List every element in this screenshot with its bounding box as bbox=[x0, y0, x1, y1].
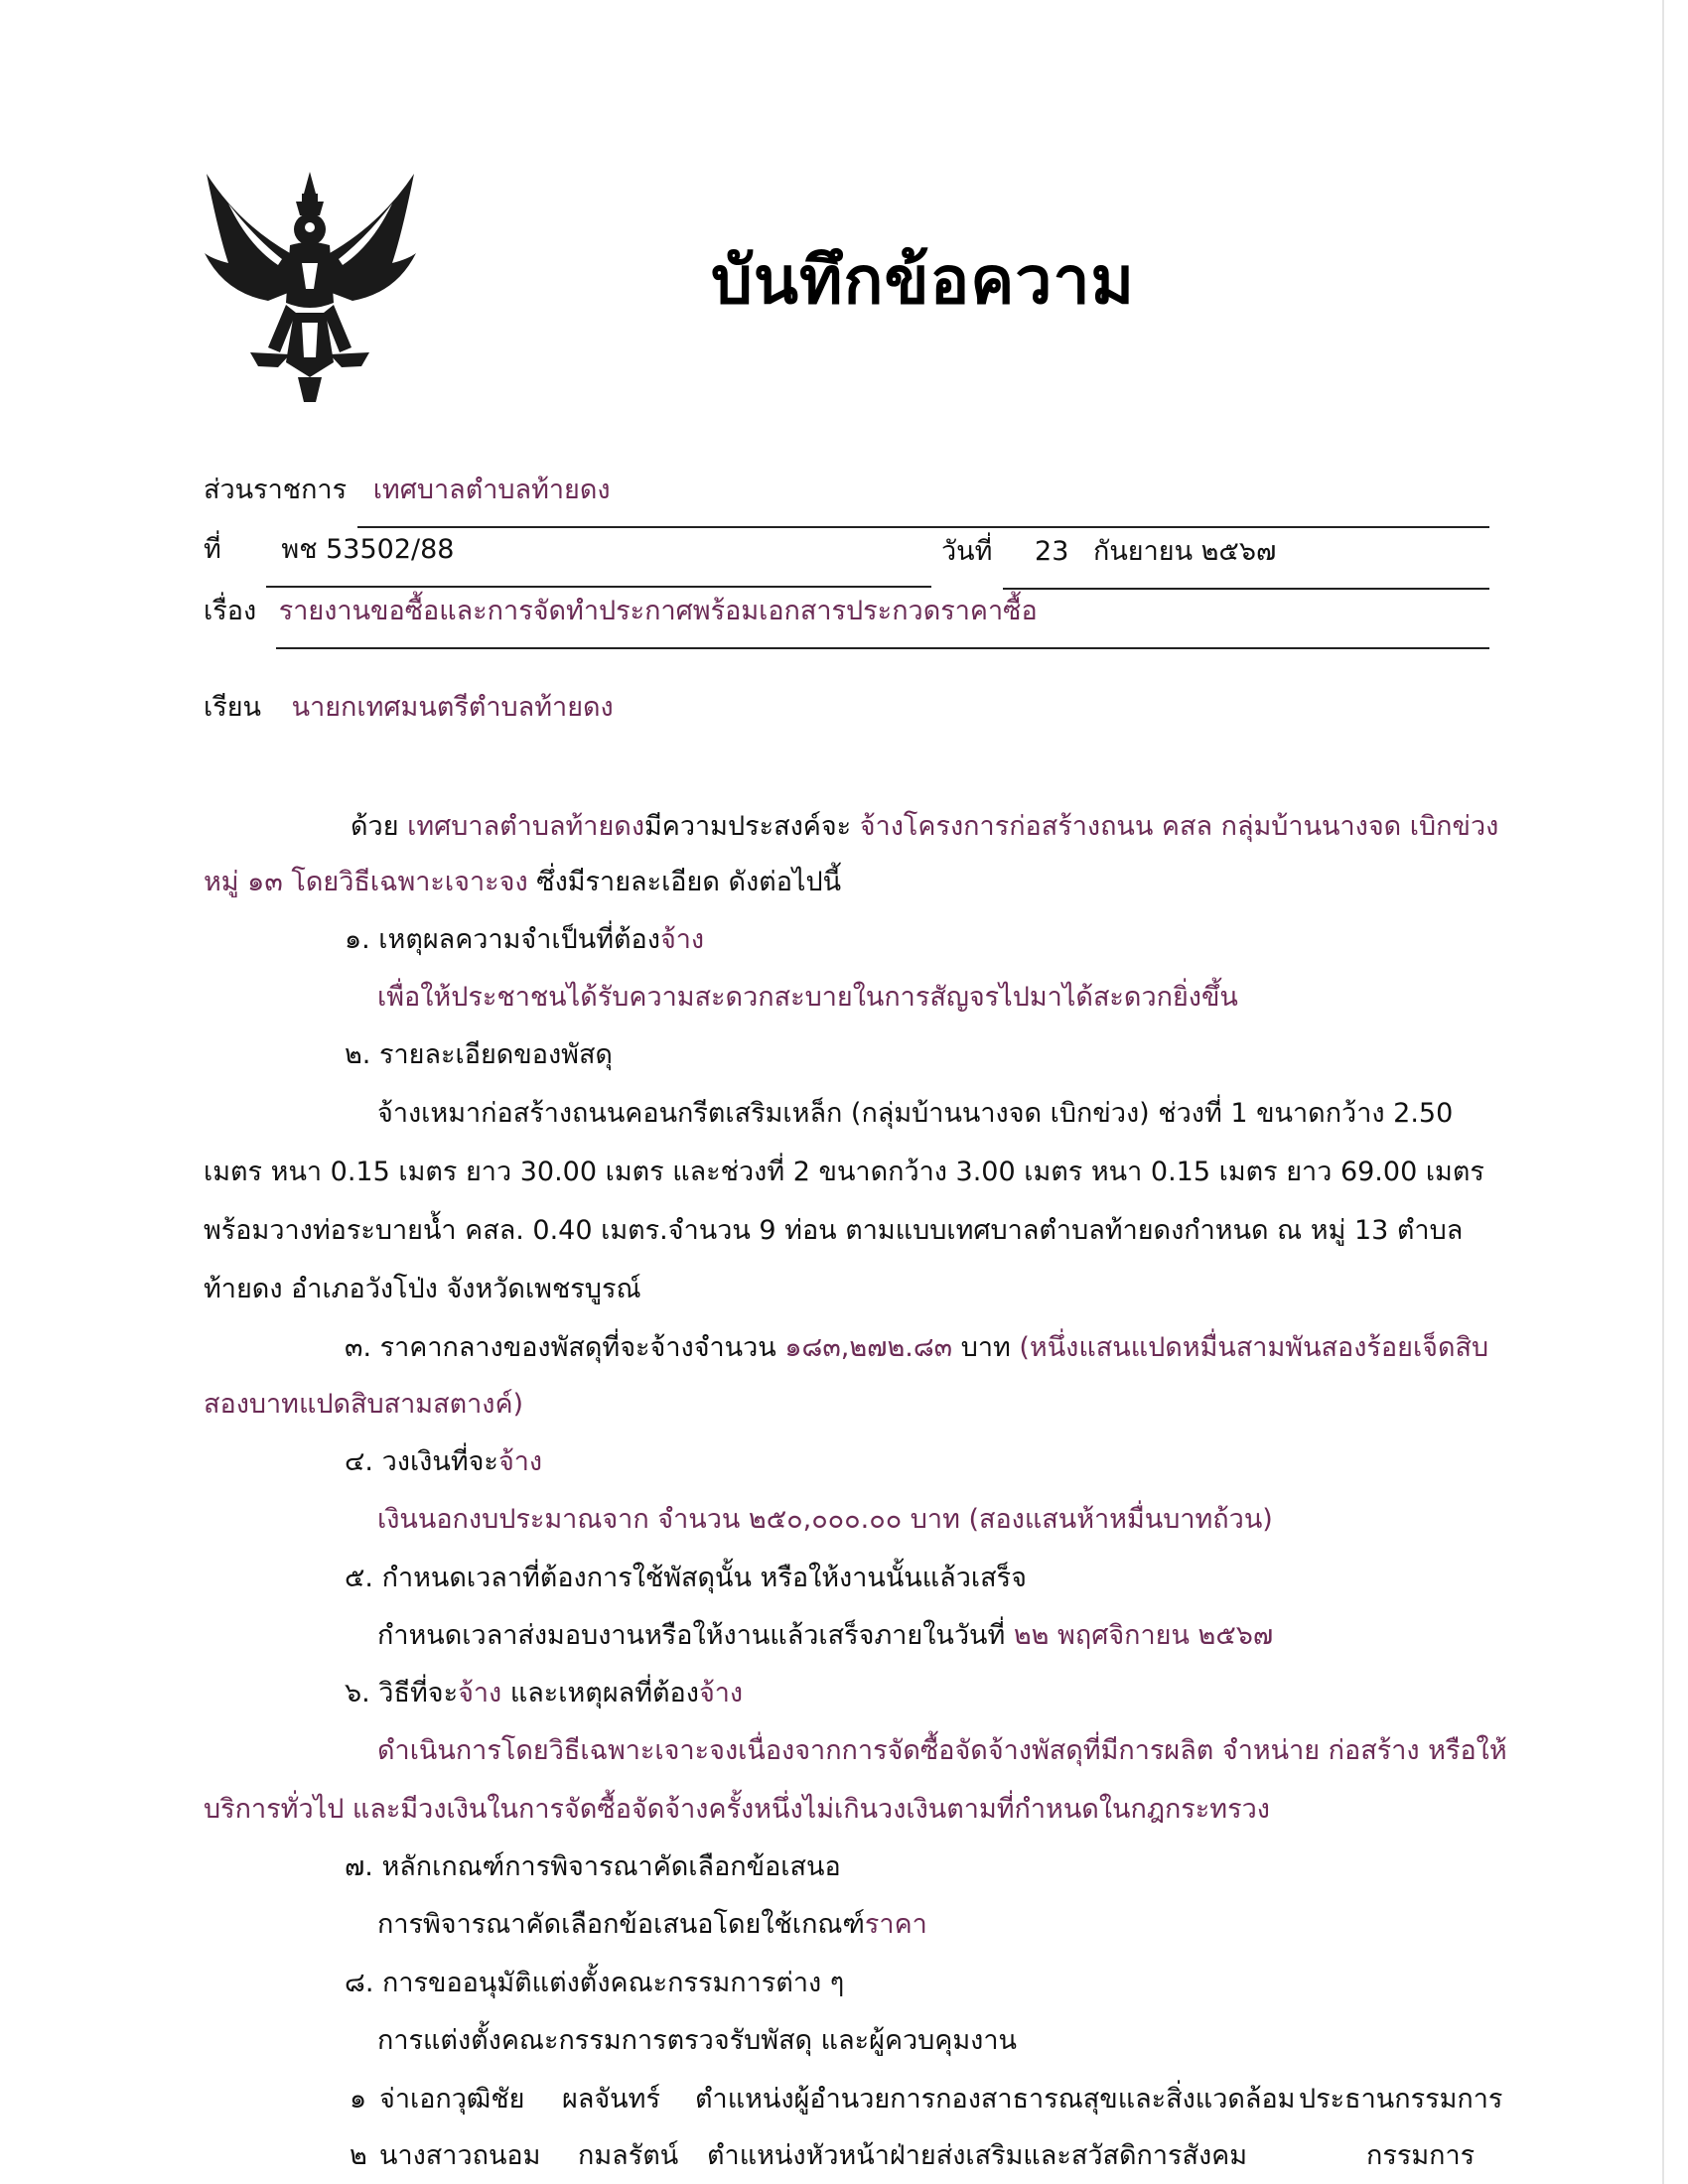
section-2-line-2: เมตร หนา 0.15 เมตร ยาว 30.00 เมตร และช่วงที่ 2 ขนาดกว้าง 3.00 เมตร หนา 0.15 เมตร ยาว 69.00 เมตร bbox=[204, 1157, 1484, 1187]
intro-project: จ้างโครงการก่อสร้างถนน คสล กลุ่มบ้านนางจด เบิกข่วง bbox=[859, 811, 1499, 842]
section-4-heading-emph: จ้าง bbox=[497, 1446, 543, 1477]
date-day: 23 bbox=[1035, 536, 1069, 567]
agency-row bbox=[204, 473, 611, 508]
ref-underline bbox=[266, 586, 931, 588]
intro-agency: เทศบาลตำบลท้ายดง bbox=[407, 811, 644, 842]
section-4-title bbox=[345, 1444, 542, 1480]
section-3-heading: ๓. ราคากลางของพัสดุที่จะจ้างจำนวน bbox=[345, 1332, 785, 1363]
section-6-title bbox=[345, 1676, 743, 1711]
committee-name: จ่าเอกวุฒิชัย bbox=[379, 2084, 525, 2115]
section-6-line-2: บริการทั่วไป และมีวงเงินในการจัดซื้อจัดจ้างครั้งหนึ่งไม่เกินวงเงินตามที่กำหนดในกฎกระทรวง bbox=[204, 1794, 1270, 1825]
section-3-amount: ๑๘๓,๒๗๒.๘๓ bbox=[784, 1332, 953, 1363]
section-4-heading: ๔. วงเงินที่จะ bbox=[345, 1446, 498, 1477]
date-month-year: กันยายน ๒๕๖๗ bbox=[1092, 536, 1277, 567]
section-8-text: การแต่งตั้งคณะกรรมการตรวจรับพัสดุ และผู้ควบคุมงาน bbox=[377, 2025, 1017, 2056]
agency-underline bbox=[357, 526, 1489, 528]
intro-line-1 bbox=[351, 809, 1498, 845]
date-label: วันที่ bbox=[941, 536, 993, 567]
subject-row bbox=[204, 594, 1038, 629]
subject-label: เรื่อง bbox=[204, 596, 257, 626]
section-2-title: ๒. รายละเอียดของพัสดุ bbox=[345, 1039, 613, 1070]
section-6-heading-emph-1: จ้าง bbox=[458, 1678, 502, 1708]
section-3-line-2: สองบาทแปดสิบสามสตางค์) bbox=[204, 1389, 524, 1420]
subject-underline bbox=[276, 647, 1489, 649]
section-2-line-1: จ้างเหมาก่อสร้างถนนคอนกรีตเสริมเหล็ก (กลุ่มบ้านนางจด เบิกข่วง) ช่วงที่ 1 ขนาดกว้าง 2.50 bbox=[377, 1098, 1454, 1129]
section-5-title: ๕. กำหนดเวลาที่ต้องการใช้พัสดุนั้น หรือให้งานนั้นแล้วเสร็จ bbox=[345, 1563, 1027, 1593]
date-row bbox=[941, 534, 1276, 570]
section-6-heading-emph-2: จ้าง bbox=[698, 1678, 744, 1708]
subject-value: รายงานขอซื้อและการจัดทำประกาศพร้อมเอกสารประกวดราคาซื้อ bbox=[278, 596, 1038, 626]
committee-name: นางสาวถนอม bbox=[379, 2140, 541, 2171]
section-4-text: เงินนอกงบประมาณจาก จำนวน ๒๕๐,๐๐๐.๐๐ บาท (สองแสนห้าหมื่นบาทถ้วน) bbox=[377, 1504, 1273, 1535]
committee-role: ประธานกรรมการ bbox=[1299, 2084, 1503, 2115]
section-5-deadline-date: ๒๒ พฤศจิกายน ๒๕๖๗ bbox=[1013, 1620, 1274, 1651]
document-title: บันทึกข้อความ bbox=[711, 242, 1136, 319]
committee-position: ตำแหน่งหัวหน้าฝ่ายส่งเสริมและสวัสดิการสังคม bbox=[707, 2140, 1248, 2171]
section-2-line-3: พร้อมวางท่อระบายน้ำ คสล. 0.40 เมตร.จำนวน 9 ท่อน ตามแบบเทศบาลตำบลท้ายดงกำหนด ณ หมู่ 13 ตำบล bbox=[204, 1215, 1464, 1246]
committee-surname: กมลรัตน์ bbox=[578, 2140, 679, 2171]
committee-position: ตำแหน่งผู้อำนวยการกองสาธารณสุขและสิ่งแวดล้อม bbox=[695, 2084, 1296, 2115]
section-5-text bbox=[377, 1618, 1273, 1654]
section-2-line-4: ท้ายดง อำเภอวังโป่ง จังหวัดเพชรบูรณ์ bbox=[204, 1274, 641, 1304]
section-6-heading-reason: และเหตุผลที่ต้อง bbox=[501, 1678, 699, 1708]
to-value: นายกเทศมนตรีตำบลท้ายดง bbox=[291, 692, 614, 723]
to-row bbox=[204, 690, 614, 726]
agency-value: เทศบาลตำบลท้ายดง bbox=[372, 475, 611, 505]
section-1-heading-emph: จ้าง bbox=[659, 924, 705, 955]
intro-text: ด้วย bbox=[351, 811, 408, 842]
section-3-line-1 bbox=[345, 1330, 1488, 1366]
ref-row bbox=[204, 532, 454, 568]
section-1-text: เพื่อให้ประชาชนได้รับความสะดวกสะบายในการสัญจรไปมาได้สะดวกยิ่งขึ้น bbox=[377, 982, 1238, 1013]
page-edge-line bbox=[1662, 0, 1664, 2184]
garuda-emblem-icon bbox=[199, 164, 422, 407]
section-3-unit: บาท bbox=[952, 1332, 1020, 1363]
ref-label: ที่ bbox=[204, 534, 221, 565]
section-1-heading: ๑. เหตุผลความจำเป็นที่ต้อง bbox=[345, 924, 660, 955]
section-7-criteria: การพิจารณาคัดเลือกข้อเสนอโดยใช้เกณฑ์ bbox=[377, 1909, 865, 1940]
section-7-criteria-emph: ราคา bbox=[864, 1909, 927, 1940]
section-6-line-1: ดำเนินการโดยวิธีเฉพาะเจาะจงเนื่องจากการจัดซื้อจัดจ้างพัสดุที่มีการผลิต จำหน่าย ก่อสร้าง หรือให้ bbox=[377, 1735, 1507, 1766]
intro-line-2 bbox=[204, 865, 841, 900]
to-label: เรียน bbox=[204, 692, 262, 723]
section-1-title bbox=[345, 922, 704, 958]
section-6-heading: ๖. วิธีที่จะ bbox=[345, 1678, 459, 1708]
committee-no: ๑ bbox=[350, 2084, 367, 2115]
agency-label: ส่วนราชการ bbox=[204, 475, 348, 505]
committee-no: ๒ bbox=[350, 2140, 367, 2171]
intro-method: หมู่ ๑๓ โดยวิธีเฉพาะเจาะจง bbox=[204, 867, 528, 897]
section-5-deadline-text: กำหนดเวลาส่งมอบงานหรือให้งานแล้วเสร็จภายในวันที่ bbox=[377, 1620, 1014, 1651]
ref-value: พช 53502/88 bbox=[281, 534, 455, 565]
intro-intent: มีความประสงค์จะ bbox=[644, 811, 860, 842]
intro-details: ซึ่งมีรายละเอียด ดังต่อไปนี้ bbox=[527, 867, 842, 897]
date-underline bbox=[1003, 588, 1489, 590]
committee-surname: ผลจันทร์ bbox=[562, 2084, 660, 2115]
section-8-title: ๘. การขออนุมัติแต่งตั้งคณะกรรมการต่าง ๆ bbox=[345, 1968, 845, 1998]
section-7-title: ๗. หลักเกณฑ์การพิจารณาคัดเลือกข้อเสนอ bbox=[345, 1851, 841, 1882]
section-3-amount-words: (หนึ่งแสนแปดหมื่นสามพันสองร้อยเจ็ดสิบ bbox=[1019, 1332, 1489, 1363]
section-7-text bbox=[377, 1907, 927, 1943]
committee-role: กรรมการ bbox=[1366, 2140, 1476, 2171]
